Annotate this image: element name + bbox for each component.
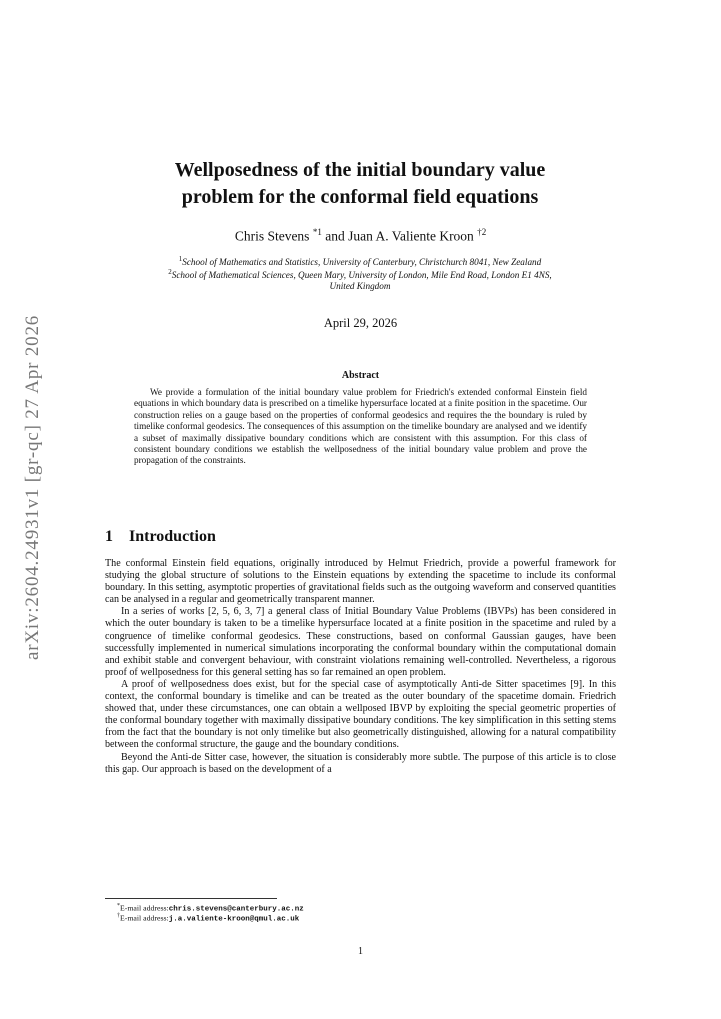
affiliation-mark: 2 [168,268,172,276]
affiliation-text: School of Mathematics and Statistics, University of Canterbury, Christchurch 8041, New Zealand [182,257,542,268]
title-line-2: problem for the conformal field equations [181,186,539,208]
introduction-body [105,558,616,776]
affiliation-mark: 1 [178,255,183,263]
affiliation-2-continued [90,280,630,293]
footnote-mark: * [117,903,120,909]
author-conjunction: and [325,228,345,244]
paragraph: Beyond the Anti-de Sitter case, however, the situation is considerably more subtle. The purpose of this article is to close this gap. Our approach is based on the development of a [105,751,616,775]
page-number: 1 [358,946,363,957]
section-heading [105,528,216,546]
author-name: Chris Stevens [234,228,310,244]
paragraph: In a series of works [2, 5, 6, 3, 7] a general class of Initial Boundary Value Problems (IBVPs) has been considered in which the outer boundary is taken to be a timelike hypersurface located at a finite position in the spacetime and ruled by a congruence of timelike conformal geodesics. These constructions, based on conformal Gaussian gauges, have been successfully implemented in numerical simulations incorporating the conformal boundary within the computational domain and exhibit stable and convergent behaviour, with constraint violations remaining well-controlled. Nevertheless, a rigorous proof of wellposedness for this general setting has so far remained an open problem. [105,606,616,678]
affiliation-text: School of Mathematical Sciences, Queen Mary, University of London, Mile End Road, London E1 4NS, [171,270,552,281]
section-number: 1 [105,528,113,545]
footnote-label: E-mail address: [120,913,169,923]
footnote-label: E-mail address: [120,903,169,913]
abstract-text: We provide a formulation of the initial boundary value problem for Friedrich's extended conformal Einstein field equations in which boundary data is prescribed on a timelike hypersurface located at a finite position in the spacetime. Our construction relies on a gauge based on the properties of conformal geodesics and requires the the boundary is ruled by timelike conformal geodesics. The consequences of this assumption on the timelike boundary are analysed and we identify a subset of maximally dissipative boundary conditions which are consistent with this assumption. For this class of consistent boundary conditions we establish the wellposedness of the initial boundary value problem and prove the propagation of the constraints. [134,387,587,466]
affiliation-text: United Kingdom [329,281,391,291]
author-name: Juan A. Valiente Kroon [348,228,474,244]
author-marks: †2 [477,227,487,237]
arxiv-identifier-stamp: arXiv:2604.24931v1 [gr-qc] 27 Apr 2026 [22,314,43,660]
paragraph: The conformal Einstein field equations, originally introduced by Helmut Friedrich, provide a powerful framework for studying the global structure of solutions to the Einstein equations by extending the spacetime to include its conformal boundary. In this setting, asymptotic properties of gravitational fields such as the outgoing waveform and conserved quantities can be analysed in a regular and geometrically transparent manner. [105,558,616,606]
publication-date: April 29, 2026 [323,316,398,330]
section-title: Introduction [129,528,216,545]
paragraph: A proof of wellposedness does exist, but for the special case of asymptotically Anti-de Sitter spacetimes [9]. In this context, the conformal boundary is timelike and can be treated as the outer boundary of the spacetime domain. Friedrich showed that, under these circumstances, one can obtain a wellposed IBVP by exploiting the special geometric properties of the conformal boundary together with maximally dissipative boundary conditions. The key simplification in this setting stems from the fact that the boundary is not only timelike but also geometrically distinguished, allowing for a natural compatibility between the conformal structure, the gauge and the boundary conditions. [105,678,616,751]
paper-title [120,157,600,211]
footnote-mark: † [117,913,120,919]
title-line-1: Wellposedness of the initial boundary value [174,159,546,181]
footnote-2 [105,911,299,925]
author-marks: *1 [312,227,322,237]
footnote-email-link[interactable]: chris.stevens@canterbury.ac.nz [168,905,304,914]
footnote-email-link[interactable]: j.a.valiente-kroon@qmul.ac.uk [168,915,300,924]
author-list [0,227,721,245]
abstract-heading: Abstract [341,370,380,381]
footnote-rule [105,898,277,899]
